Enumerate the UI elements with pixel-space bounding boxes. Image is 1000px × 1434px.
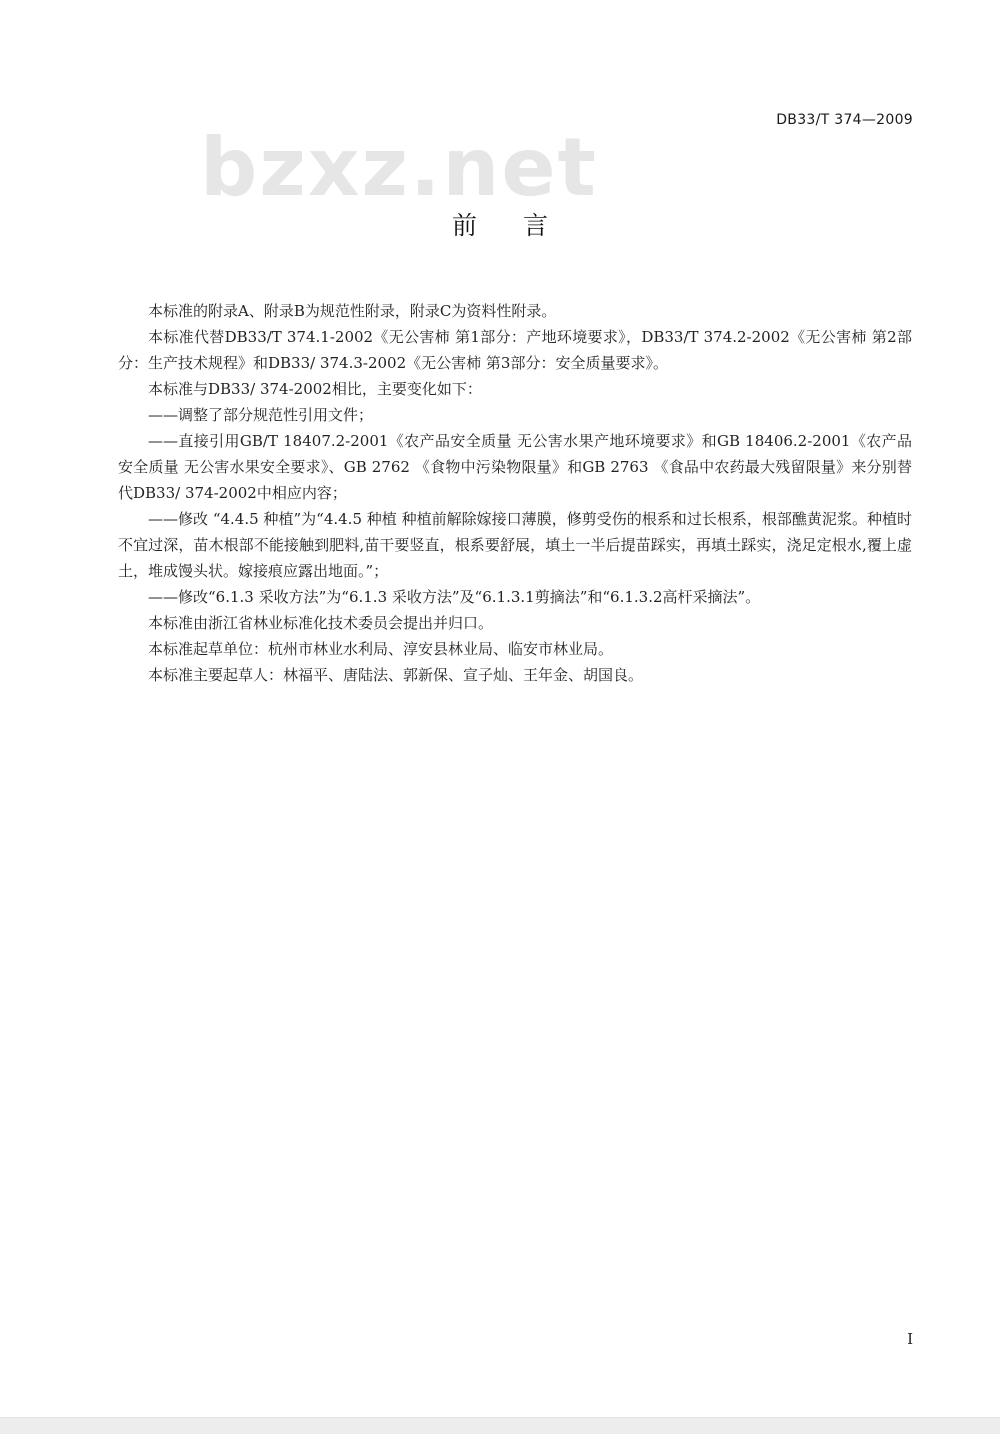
page-number: I (907, 1330, 913, 1348)
page-title: 前言 (451, 211, 594, 240)
viewer-bottom-bar (0, 1417, 1000, 1434)
paragraph-annex-statement: 本标准的附录A、附录B为规范性附录，附录C为资料性附录。 (148, 302, 557, 320)
document-code: DB33/T 374—2009 (776, 112, 913, 128)
paragraph-changes-intro: 本标准与DB33/ 374-2002相比，主要变化如下： (148, 380, 482, 398)
foreword-body (118, 298, 912, 688)
paragraph-replacement: 本标准代替DB33/T 374.1-2002《无公害柿 第1部分：产地环境要求》，DB33/T 374.2-2002《无公害柿 第2部分：生产技术规程》和DB33/ 374.3-2002《无公害柿 第3部分：安全质量要求》。 (118, 328, 912, 372)
paragraph-change-harvest: ——修改“6.1.3 采收方法”为“6.1.3 采收方法”及“6.1.3.1剪摘法”和“6.1.3.2高杆采摘法”。 (148, 588, 761, 606)
paragraph-change-planting: ——修改 “4.4.5 种植”为“4.4.5 种植 种植前解除嫁接口薄膜，修剪受伤的根系和过长根系，根部醮黄泥浆。种植时不宜过深，苗木根部不能接触到肥料,苗干要竖直，根系要舒展，填土一半后提苗踩实，再填土踩实，浇足定根水,覆上虚土，堆成馒头状。嫁接痕应露出地面。”； (118, 510, 912, 580)
paragraph-change-direct-citation: ——直接引用GB/T 18407.2-2001《农产品安全质量 无公害水果产地环境要求》和GB 18406.2-2001《农产品安全质量 无公害水果安全要求》、GB 2762 《食物中污染物限量》和GB 2763 《食品中农药最大残留限量》来分别替代DB33/ 374-2002中相应内容； (118, 432, 912, 502)
paragraph-drafters: 本标准主要起草人：林福平、唐陆法、郭新保、宣子灿、王年金、胡国良。 (148, 666, 644, 684)
paragraph-drafting-units: 本标准起草单位：杭州市林业水利局、淳安县林业局、临安市林业局。 (148, 640, 614, 658)
watermark: bzxz.net (200, 121, 598, 214)
paragraph-change-references: ——调整了部分规范性引用文件； (148, 406, 374, 424)
paragraph-proposer: 本标准由浙江省林业标准化技术委员会提出并归口。 (148, 614, 494, 632)
